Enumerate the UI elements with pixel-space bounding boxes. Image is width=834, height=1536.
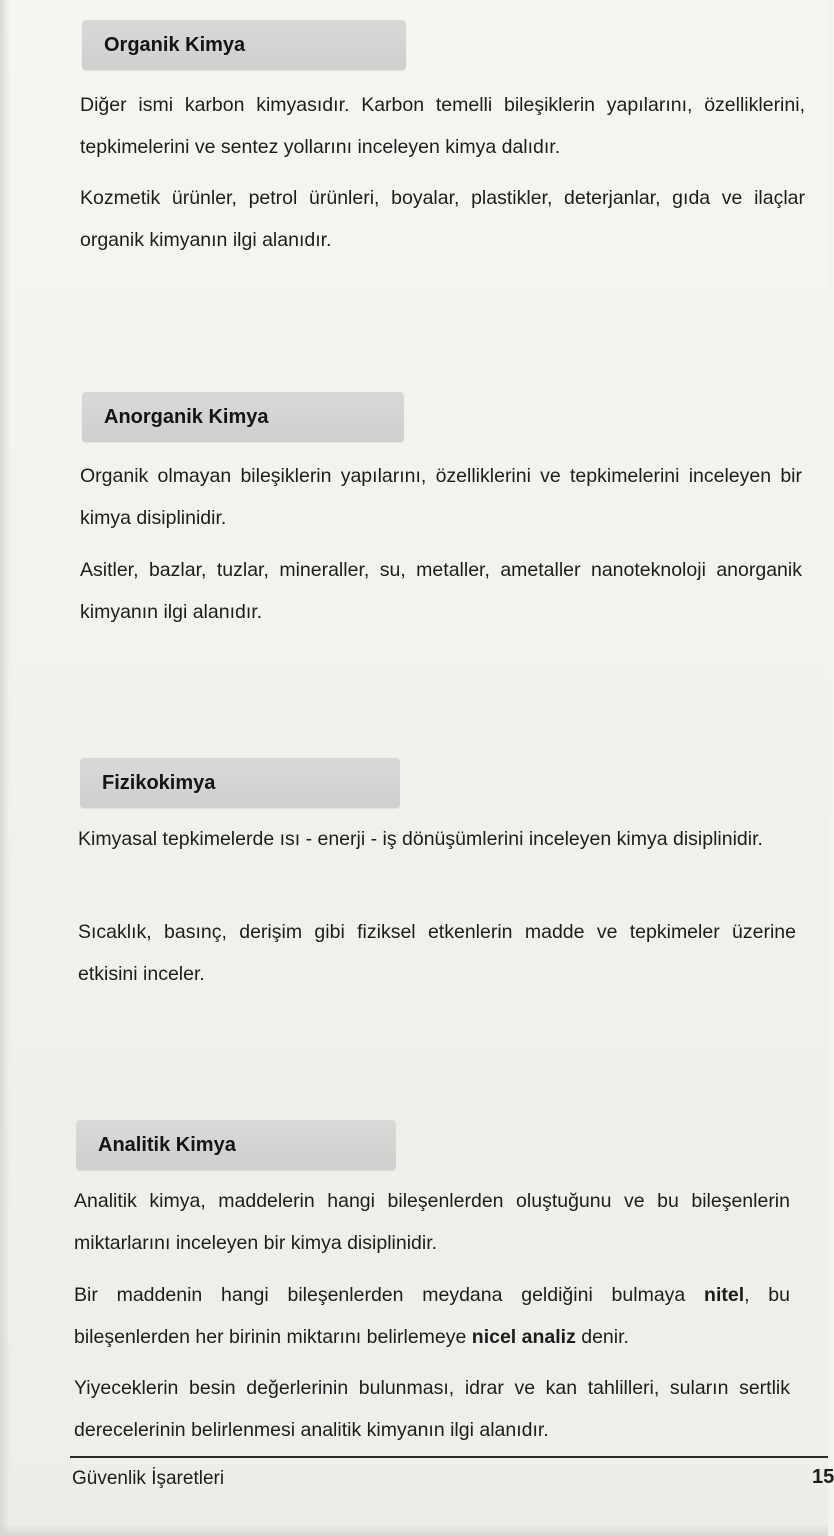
page-number: 15 [812,1466,834,1488]
paragraph-organik-scope: Kozmetik ürünler, petrol ürünleri, boyalar, plastikler, deterjanlar, gıda ve ilaçlar organik kimyanın ilgi alanıdır. [80,187,805,251]
section-header-anorganik-kimya [82,392,404,442]
paragraph-organik-definition: Diğer ismi karbon kimyasıdır. Karbon temelli bileşiklerin yapılarını, özelliklerini, tepkimelerini ve sentez yollarını inceleyen kimya dalıdır. [80,94,805,158]
paragraph-analitik-analysis-types [74,1274,790,1358]
paragraph-analitik-scope: Yiyeceklerin besin değerlerinin bulunması, idrar ve kan tahlilleri, suların sertlik derecelerinin belirlenmesi analitik kimyanın ilgi alanıdır. [74,1377,790,1441]
paragraph-fizikokimya-definition: Kimyasal tepkimelerde ısı - enerji - iş dönüşümlerini inceleyen kimya disiplinidir. [78,828,763,850]
section-header-analitik-kimya [76,1120,396,1170]
paragraph-fizikokimya-scope: Sıcaklık, basınç, derişim gibi fiziksel etkenlerin madde ve tepkimeler üzerine etkisini inceler. [78,921,796,985]
analysis-text-part1: Bir maddenin hangi bileşenlerden meydana geldiğini bulmaya [74,1284,705,1306]
section-title: Anorganik Kimya [104,406,269,428]
paragraph-anorganik-scope: Asitler, bazlar, tuzlar, mineraller, su, metaller, ametaller nanoteknoloji anorganik kimyanın ilgi alanıdır. [80,559,802,623]
section-title: Organik Kimya [104,34,246,56]
section-header-organik-kimya [82,20,406,70]
footer-divider [70,1456,828,1458]
page-bottom-edge-shadow [0,1524,828,1536]
section-header-fizikokimya [80,758,400,808]
footer-chapter-title: Güvenlik İşaretleri [72,1468,225,1489]
page-left-edge-shadow [0,0,10,1536]
paragraph-anorganik-definition: Organik olmayan bileşiklerin yapılarını, özelliklerini ve tepkimelerini inceleyen bir kimya disiplinidir. [80,465,802,529]
section-title: Analitik Kimya [98,1134,236,1156]
analysis-text-part2: , bu bileşenlerden her birinin miktarını belirlemeye [74,1284,790,1348]
term-nitel: nitel [704,1284,745,1306]
analysis-text-part3: denir. [575,1326,629,1348]
paragraph-analitik-definition: Analitik kimya, maddelerin hangi bileşenlerden oluştuğunu ve bu bileşenlerin miktarlarını inceleyen bir kimya disiplinidir. [74,1190,790,1254]
term-nicel-analiz: nicel analiz [471,1326,576,1348]
section-title: Fizikokimya [102,772,216,794]
